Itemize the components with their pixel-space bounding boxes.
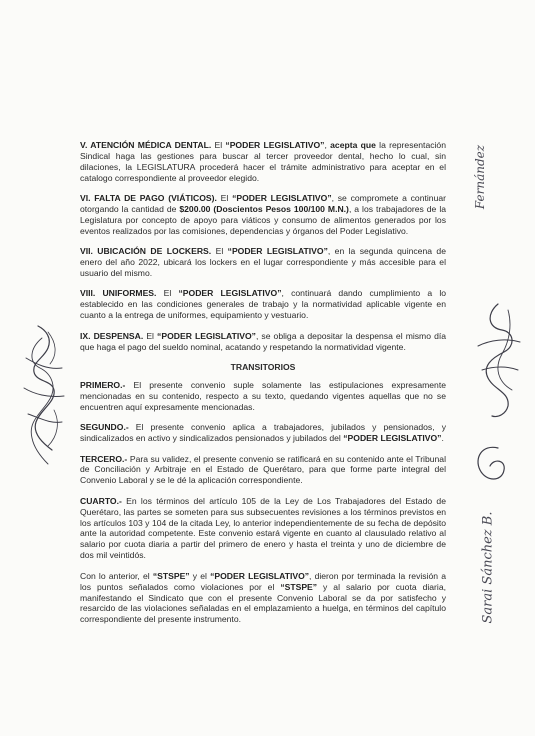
clause-text: , se obliga a depositar la despensa el mismo día que haga el pago del sueldo nominal, acatando y respetando la normatividad vigente.: [80, 330, 447, 352]
transitorios-title: TRANSITORIOS: [230, 362, 296, 372]
transitorio-heading: CUARTO.-: [80, 495, 122, 506]
clause-heading: V. ATENCIÓN MÉDICA DENTAL.: [80, 140, 212, 150]
clause-paragraph: [80, 140, 446, 184]
clause-bold-text: $200.00 (Doscientos Pesos 100/100 M.N.): [179, 204, 349, 215]
clause-text: El: [211, 246, 228, 257]
left-margin-signature: [18, 318, 70, 468]
clause-text: , se compromete a continuar otorgando la cantidad de: [80, 193, 446, 215]
clause-bold-text: “PODER LEGISLATIVO”: [225, 140, 325, 150]
clause-bold-text: “PODER LEGISLATIVO”: [232, 193, 332, 204]
transitorio-heading: PRIMERO.-: [80, 380, 126, 390]
transitorio-text: El presente convenio aplica a trabajadores, jubilados y pensionados, y sindicalizados en activo y sindicalizados pensionados y jubilados del: [80, 422, 446, 444]
top-right-margin-note: Fernández: [473, 144, 488, 210]
transitorio-text: El presente convenio suple solamente las estipulaciones expresamente mencionadas en su contenido, respecto a su texto, quedando vigentes aquellas que no se encuentren aquí expresamente mencionadas.: [80, 380, 446, 412]
transitorio-text: , dieron por terminada la revisión a los puntos señalados como violaciones por el: [80, 570, 446, 592]
clause-bold-text: “PODER LEGISLATIVO”: [157, 330, 256, 341]
transitorio-text: .: [441, 433, 444, 444]
clause-bold-text: “PODER LEGISLATIVO”: [178, 288, 282, 299]
transitorio-bold-text: “STSPE”: [280, 581, 318, 592]
bottom-right-signature: [470, 440, 510, 490]
clause-text: la representación Sindical haga las gestiones para buscar al tercer proveedor dental, hecho lo cual, sin dilaciones, la LEGISLATURA procederá hacer el trámite administrativo para aceptar en el catalogo correspondiente al proveedor elegido.: [80, 140, 446, 183]
clause-text: , continuará dando cumplimiento a lo establecido en las condiciones generales de trabajo y la normatividad aplicable vigente en cuanto a la entrega de uniformes, equipamiento y vestuario.: [80, 288, 447, 321]
clause-heading: IX. DESPENSA.: [80, 330, 144, 341]
clauses-section: [80, 140, 446, 353]
clause-heading: VIII. UNIFORMES.: [80, 288, 157, 299]
clause-paragraph: [80, 331, 446, 353]
transitorio-text: Con lo anterior, el: [80, 570, 153, 581]
transitorios-section: [80, 380, 446, 625]
clause-heading: VI. FALTA DE PAGO (VIÁTICOS).: [80, 193, 217, 204]
clause-heading: VII. UBICACIÓN DE LOCKERS.: [80, 246, 212, 257]
clause-paragraph: [80, 246, 446, 279]
document-body: [80, 140, 446, 635]
transitorio-bold-text: “PODER LEGISLATIVO”: [210, 570, 310, 581]
clause-bold-text: “PODER LEGISLATIVO”: [227, 246, 328, 257]
clause-text: El: [143, 330, 158, 341]
transitorio-paragraph: [80, 454, 446, 487]
transitorio-heading: SEGUNDO.-: [80, 422, 129, 433]
right-margin-signature: [468, 300, 528, 420]
transitorio-text: Para su validez, el presente convenio se ratificará en su contenido ante el Tribunal de Conciliación y Arbitraje en el Estado de Querétaro, para que forme parte integral del Convenio Laboral y se le dé la aplicación correspondiente.: [80, 453, 446, 486]
transitorio-bold-text: “STSPE”: [152, 570, 190, 581]
clause-bold-text: acepta que: [330, 140, 376, 150]
clause-paragraph: [80, 193, 446, 237]
clause-paragraph: [80, 288, 446, 321]
transitorio-paragraph: [80, 496, 446, 561]
clause-text: , en la segunda quincena de enero del año 2022, ubicará los lockers en el lugar correspondiente y más accesible para el usuario del mismo.: [80, 246, 446, 279]
transitorio-bold-text: “PODER LEGISLATIVO”: [343, 433, 442, 444]
bottom-right-margin-note: Sarai Sánchez B.: [480, 511, 496, 624]
transitorio-text: y al salario por cuota diaria, manifestando el Sindicato que con el presente Convenio Laboral se da por satisfecho y resarcido de las violaciones señaladas en el emplazamiento a huelga, en términos del capítulo correspondiente del presente instrumento.: [80, 581, 446, 625]
clause-text: El: [211, 140, 226, 150]
transitorio-paragraph: [80, 571, 446, 626]
transitorio-heading: TERCERO.-: [80, 453, 128, 464]
clause-text: , a los trabajadores de la Legislatura por concepto de apoyo para viáticos y consumo de alimentos generados por los eventos realizados por las comisiones, dependencias y órganos del Poder Legislativo.: [80, 204, 447, 236]
transitorio-paragraph: [80, 380, 446, 413]
transitorio-paragraph: [80, 422, 446, 444]
clause-text: El: [216, 193, 233, 204]
transitorio-text: En los términos del artículo 105 de la Ley de Los Trabajadores del Estado de Querétaro, las partes se someten para sus subsecuentes revisiones a los términos previstos en los artículos 103 y 104 de la citada Ley, lo anterior independientemente de su fecha de depósito ante la autoridad competente. Este convenio estará vigente en cuanto al clausulado relativo al salario por cuota diaria a partir del primero de enero y hasta el treinta y uno de diciembre de dos mil veintidós.: [80, 495, 446, 561]
clause-text: ,: [324, 140, 331, 150]
transitorio-text: y el: [189, 570, 211, 581]
clause-text: El: [156, 288, 179, 299]
